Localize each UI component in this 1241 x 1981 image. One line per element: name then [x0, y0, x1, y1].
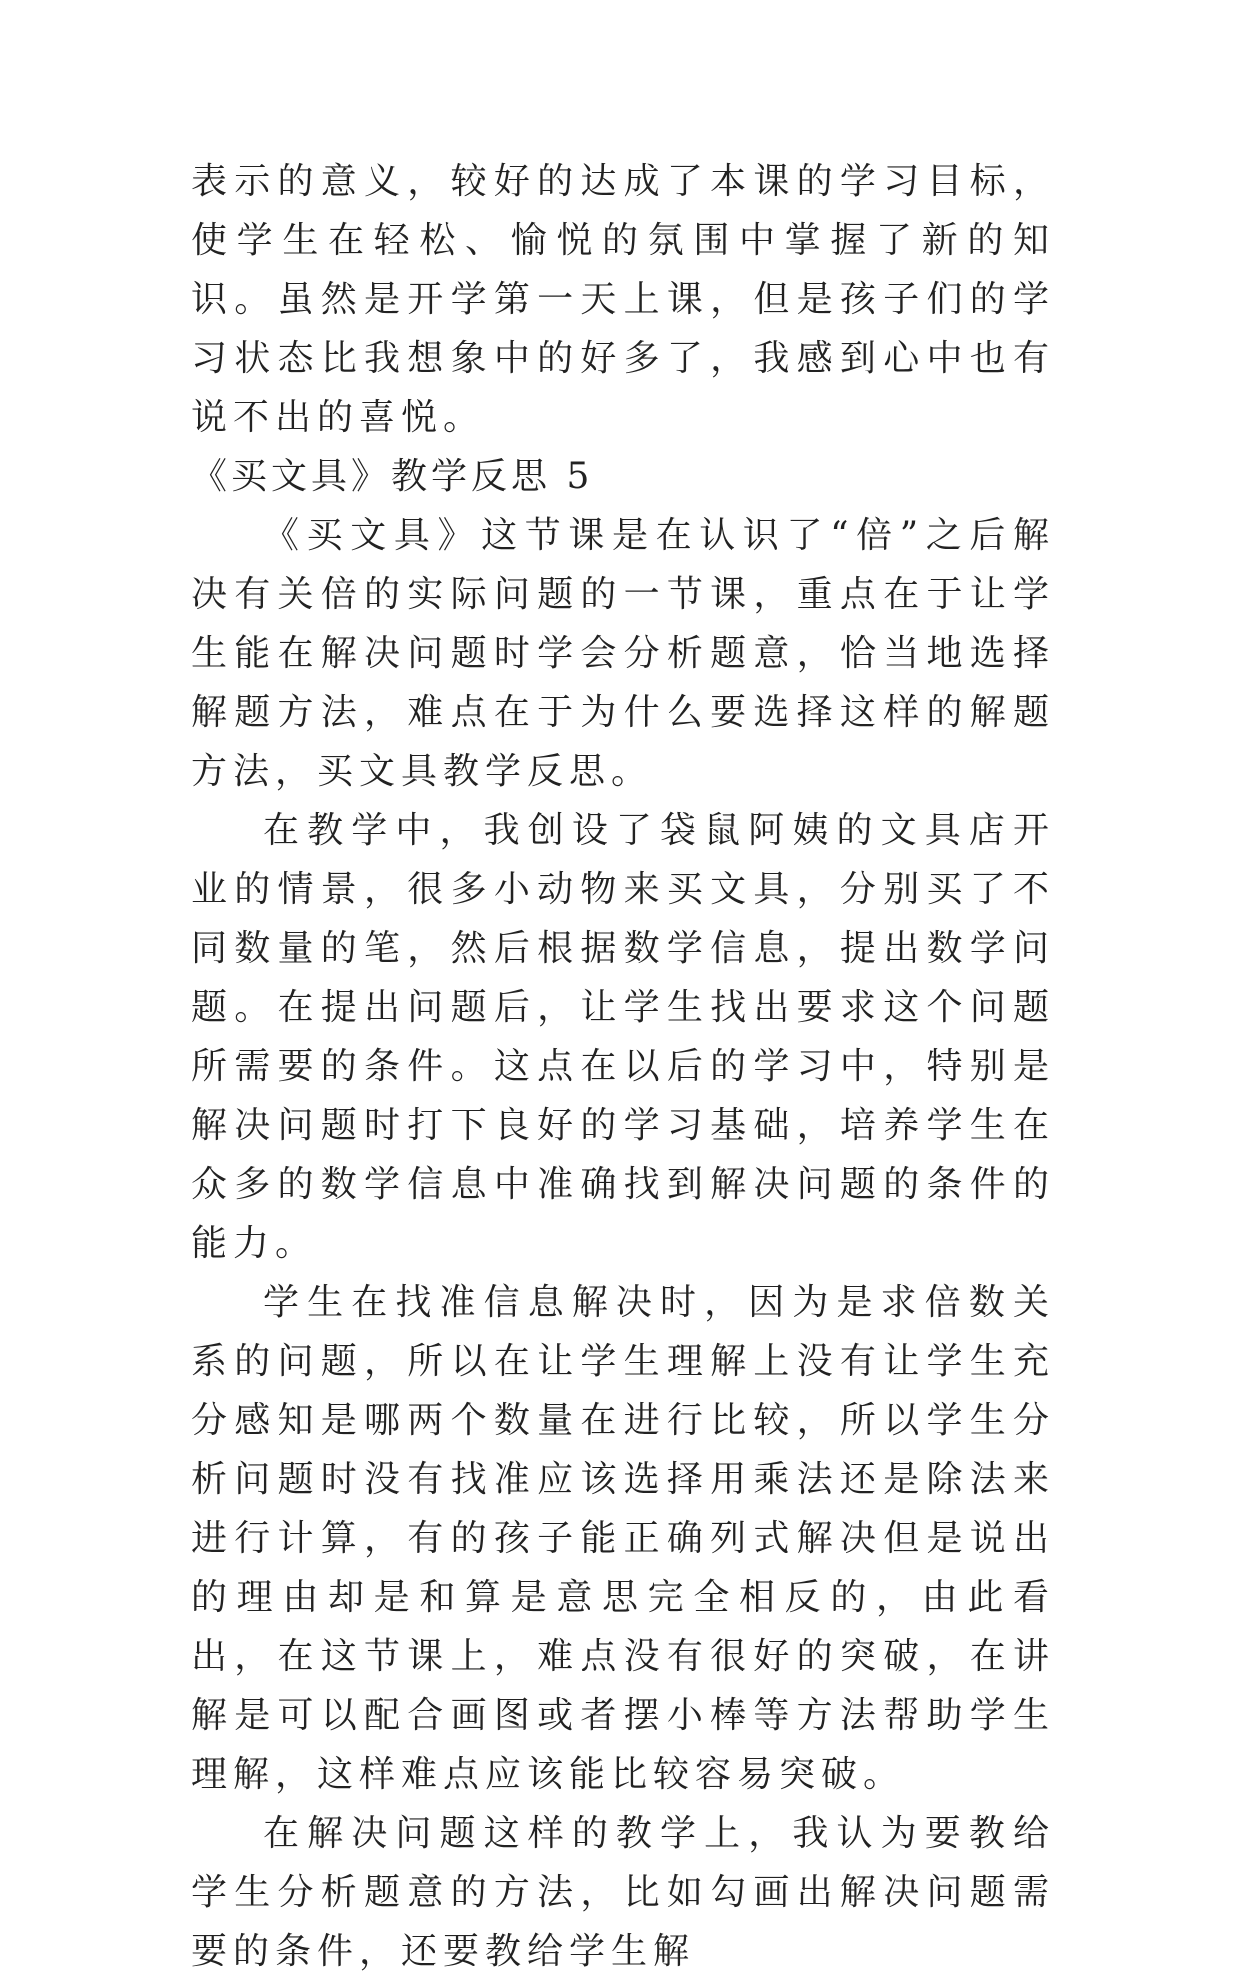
paragraph: 在教学中，我创设了袋鼠阿姨的文具店开业的情景，很多小动物来买文具，分别买了不同数量的笔，然后根据数学信息，提出数学问题。在提出问题后，让学生找出要求这个问题所需要的条件。这点在以后的学习中，特别是解决问题时打下良好的学习基础，培养学生在众多的数学信息中准确找到解决问题的条件的能力。: [191, 810, 1055, 1264]
document-body: [191, 152, 1055, 1981]
paragraph: 学生在找准信息解决时，因为是求倍数关系的问题，所以在让学生理解上没有让学生充分感知是哪两个数量在进行比较，所以学生分析问题时没有找准应该选择用乘法还是除法来进行计算，有的孩子能正确列式解决但是说出的理由却是和算是意思完全相反的，由此看出，在这节课上，难点没有很好的突破，在讲解是可以配合画图或者摆小棒等方法帮助学生理解，这样难点应该能比较容易突破。: [191, 1282, 1055, 1795]
paragraph: 《买文具》这节课是在认识了“倍”之后解决有关倍的实际问题的一节课，重点在于让学生能在解决问题时学会分析题意，恰当地选择解题方法，难点在于为什么要选择这样的解题方法，买文具教学反思。: [191, 515, 1055, 792]
section-heading: 《买文具》教学反思 5: [191, 456, 594, 497]
paragraph-continuation: 表示的意义，较好的达成了本课的学习目标，使学生在轻松、愉悦的氛围中掌握了新的知识。虽然是开学第一天上课，但是孩子们的学习状态比我想象中的好多了，我感到心中也有说不出的喜悦。: [191, 161, 1055, 438]
paragraph: 在解决问题这样的教学上，我认为要教给学生分析题意的方法，比如勾画出解决问题需要的条件，还要教给学生解: [191, 1813, 1055, 1972]
